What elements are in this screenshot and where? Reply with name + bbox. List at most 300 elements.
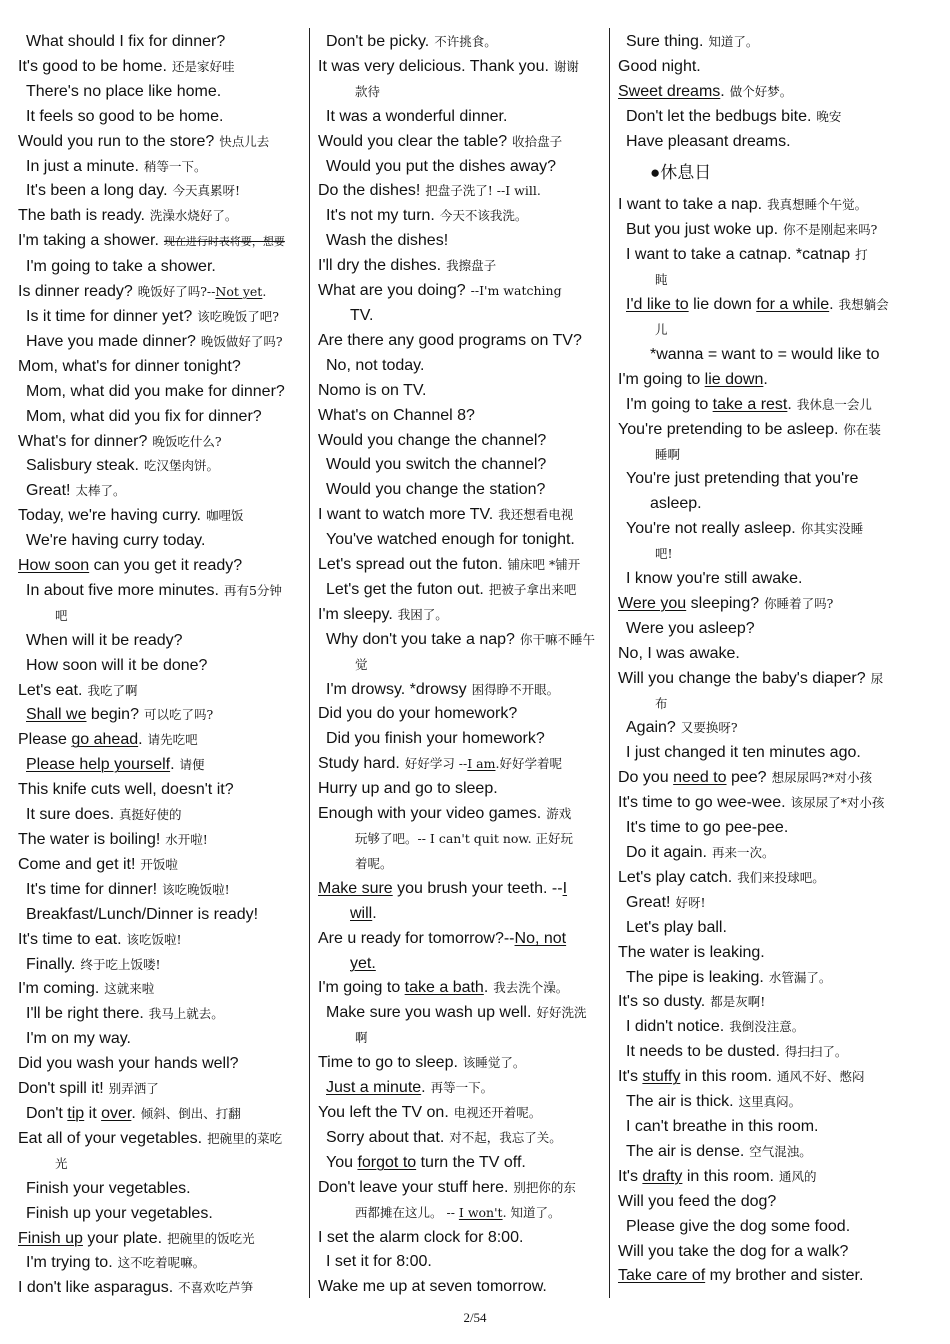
phrase-line — [18, 953, 304, 978]
phrase-line — [18, 1227, 304, 1252]
phrase-line — [318, 105, 602, 130]
chinese-gloss: 打 — [855, 247, 868, 263]
phrase-line — [18, 803, 304, 828]
english-text: Will you feed the dog? — [618, 1192, 777, 1210]
chinese-gloss: 又要换呀? — [680, 720, 738, 736]
english-text: It's time to go pee-pee. — [626, 819, 789, 837]
english-text: Again? — [626, 719, 676, 737]
phrase-line — [18, 1276, 304, 1301]
phrase-line — [318, 802, 602, 827]
phrase-line — [618, 393, 904, 418]
english-text: Eat all of your vegetables. — [18, 1129, 203, 1147]
phrase-line — [18, 1052, 304, 1077]
chinese-gloss: 尿 — [870, 670, 884, 686]
chinese-gloss: 觉 — [355, 656, 368, 672]
chinese-gloss: 你不是刚起来吗? — [783, 222, 878, 238]
phrase-line — [18, 430, 304, 455]
english-text: yet. — [350, 954, 376, 972]
english-text: You're not really asleep. — [626, 520, 796, 538]
chinese-gloss: 我休息一会儿 — [796, 396, 872, 412]
phrase-line — [618, 866, 904, 891]
english-text: Don't leave your stuff here. — [318, 1178, 509, 1196]
phrase-line — [18, 330, 304, 355]
english-text: Do the dishes! — [318, 182, 421, 200]
column-2 — [318, 30, 602, 1300]
english-text: Finish your vegetables. — [26, 1179, 191, 1197]
phrase-line — [318, 1275, 602, 1300]
english-text: No, not today. — [326, 356, 425, 374]
english-text: I didn't notice. — [626, 1018, 725, 1036]
phrase-line — [18, 778, 304, 803]
phrase-line — [618, 80, 904, 105]
section-heading — [618, 161, 904, 186]
phrase-line — [618, 268, 904, 293]
phrase-line — [318, 727, 602, 752]
english-text: Study hard. — [318, 755, 400, 773]
phrase-line — [18, 30, 304, 55]
english-text: I'm drowsy. *drowsy — [326, 680, 467, 698]
phrase-line — [618, 542, 904, 567]
phrase-line — [18, 1077, 304, 1102]
chinese-gloss: 你干嘛不睡午 — [519, 631, 595, 647]
chinese-gloss: 晚饭好了吗?--Not yet. — [137, 284, 267, 300]
english-text: Are u ready for tomorrow?--No, not — [318, 929, 567, 947]
english-text: Is dinner ready? — [18, 283, 133, 301]
english-text: Sweet dreams. — [618, 82, 725, 100]
phrase-line — [318, 1176, 602, 1201]
chinese-gloss: 着呢。 — [355, 855, 393, 871]
phrase-line — [618, 1215, 904, 1240]
english-text: I'll dry the dishes. — [318, 257, 442, 275]
phrase-line — [618, 1090, 904, 1115]
english-text: It's stuffy in this room. — [618, 1068, 772, 1086]
english-text: Will you take the dog for a walk? — [618, 1242, 849, 1260]
english-text: Please go ahead. — [18, 731, 143, 749]
phrase-line — [618, 1240, 904, 1265]
english-text: Salisbury steak. — [26, 457, 139, 475]
english-text: Are there any good programs on TV? — [318, 331, 582, 349]
english-text: There's no place like home. — [26, 82, 222, 100]
english-text: Great! — [626, 893, 671, 911]
phrase-line — [618, 218, 904, 243]
english-text: I want to take a catnap. *catnap — [626, 246, 851, 264]
english-text: In about five more minutes. — [26, 581, 219, 599]
english-text: It was a wonderful dinner. — [326, 107, 508, 125]
chinese-gloss: 盹 — [655, 272, 668, 288]
english-text: What's for dinner? — [18, 432, 148, 450]
english-text: The bath is ready. — [18, 207, 145, 225]
chinese-gloss: 太棒了。 — [75, 483, 126, 499]
phrase-line — [318, 1226, 602, 1251]
phrase-line — [618, 293, 904, 318]
english-text: Please help yourself. — [26, 756, 175, 774]
chinese-gloss: 这里真闷。 — [738, 1094, 802, 1110]
english-text: Mom, what's for dinner tonight? — [18, 357, 241, 375]
english-text: The water is leaking. — [618, 943, 765, 961]
phrase-line — [618, 941, 904, 966]
english-text: It's not my turn. — [326, 207, 435, 225]
chinese-gloss: 你睡着了吗? — [764, 595, 834, 611]
phrase-line — [318, 603, 602, 628]
english-text: It's good to be home. — [18, 57, 167, 75]
english-text: TV. — [350, 306, 374, 324]
phrase-line — [618, 716, 904, 741]
english-text: You forgot to turn the TV off. — [326, 1153, 526, 1171]
english-text: I set it for 8:00. — [326, 1253, 432, 1271]
english-text: I'd like to lie down for a while. — [626, 296, 834, 314]
english-text: I'm going to lie down. — [618, 370, 768, 388]
chinese-gloss: 谢谢 — [553, 58, 579, 74]
phrase-line — [318, 1151, 602, 1176]
english-text: Don't be picky. — [326, 33, 430, 50]
chinese-gloss: 电视还开着呢。 — [453, 1104, 542, 1120]
chinese-gloss: 把被子拿出来吧 — [488, 581, 577, 597]
english-text: I'm going to take a shower. — [26, 258, 216, 276]
phrase-line — [18, 454, 304, 479]
chinese-gloss: 对不起，我忘了关。 — [449, 1129, 562, 1145]
column-3 — [618, 30, 904, 1289]
chinese-gloss: 请先吃吧 — [147, 732, 198, 748]
column-1 — [18, 30, 304, 1301]
phrase-line — [318, 55, 602, 80]
english-text: Do you need to pee? — [618, 769, 767, 787]
english-text: No, I was awake. — [618, 644, 740, 662]
english-text: The air is dense. — [626, 1142, 745, 1160]
chinese-gloss: 我去洗个澡。 — [493, 980, 569, 996]
phrase-line — [618, 642, 904, 667]
chinese-gloss: 吧 — [55, 607, 68, 623]
column-divider — [609, 28, 610, 1298]
chinese-gloss: 困得睁不开眼。 — [471, 681, 560, 697]
phrase-line — [18, 504, 304, 529]
phrase-line — [318, 1101, 602, 1126]
phrase-line — [618, 816, 904, 841]
phrase-line — [318, 379, 602, 404]
chinese-gloss: 儿 — [655, 321, 668, 337]
chinese-gloss: 还是家好哇 — [171, 58, 235, 74]
english-text: I don't like asparagus. — [18, 1279, 174, 1297]
phrase-line — [618, 105, 904, 130]
chinese-gloss: 该尿尿了*对小孩 — [790, 795, 885, 811]
chinese-gloss: 通风的 — [779, 1168, 817, 1184]
chinese-gloss: 睡啊 — [655, 446, 681, 462]
phrase-line — [318, 30, 602, 55]
chinese-gloss: 请便 — [179, 757, 205, 773]
phrase-line — [18, 679, 304, 704]
chinese-gloss: 收拾盘子 — [512, 133, 563, 149]
chinese-gloss: 这就来啦 — [104, 981, 155, 997]
english-text: It's time to go wee-wee. — [618, 794, 786, 812]
english-text: *wanna = want to = would like to — [650, 345, 880, 363]
chinese-gloss: 西都摊在这儿。 -- I won't. 知道了。 — [355, 1204, 561, 1220]
phrase-line — [318, 628, 602, 653]
english-text: Don't spill it! — [18, 1080, 104, 1098]
phrase-line — [18, 55, 304, 80]
chinese-gloss: 该吃晚饭啦! — [162, 881, 230, 897]
chinese-gloss: 做个好梦。 — [729, 83, 793, 99]
chinese-gloss: 别弄洒了 — [108, 1081, 159, 1097]
english-text: Shall we begin? — [26, 706, 139, 724]
english-text: What's on Channel 8? — [318, 406, 475, 424]
english-text: I'm taking a shower. — [18, 232, 159, 250]
chinese-gloss: 我倒没注意。 — [729, 1019, 805, 1035]
english-text: Wash the dishes! — [326, 232, 449, 250]
english-text: You're just pretending that you're — [626, 470, 859, 488]
phrase-line — [618, 692, 904, 717]
english-text: I'm trying to. — [26, 1254, 113, 1272]
phrase-line — [318, 777, 602, 802]
english-text: How soon will it be done? — [26, 656, 208, 674]
phrase-line — [18, 1152, 304, 1177]
phrase-line — [618, 567, 904, 592]
chinese-gloss: 空气混浊。 — [749, 1143, 812, 1159]
english-text: Don't tip it over. — [26, 1104, 136, 1122]
phrase-line — [618, 841, 904, 866]
english-text: I'm going to take a bath. — [318, 979, 489, 997]
phrase-line — [318, 329, 602, 354]
phrase-line — [618, 617, 904, 642]
chinese-gloss: 晚饭做好了吗? — [200, 333, 283, 349]
phrase-line — [618, 667, 904, 692]
english-text: Good night. — [618, 57, 701, 75]
english-text: Were you sleeping? — [618, 594, 760, 612]
chinese-gloss: 想尿尿吗?*对小孩 — [771, 770, 873, 786]
phrase-line — [318, 80, 602, 105]
chinese-gloss: 我马上就去。 — [148, 1006, 224, 1022]
english-text: Finish up your plate. — [18, 1229, 163, 1247]
chinese-gloss: 该睡觉了。 — [462, 1055, 526, 1071]
phrase-line — [618, 1165, 904, 1190]
chinese-gloss: 吧! — [655, 546, 673, 562]
phrase-line — [18, 355, 304, 380]
phrase-line — [618, 130, 904, 155]
phrase-line — [618, 517, 904, 542]
column-divider — [309, 28, 310, 1298]
phrase-line — [18, 604, 304, 629]
phrase-line — [618, 418, 904, 443]
chinese-gloss: 倾斜、倒出、打翻 — [140, 1105, 241, 1121]
chinese-gloss: 把碗里的菜吃 — [207, 1130, 283, 1146]
chinese-gloss: 我擦盘子 — [446, 258, 497, 274]
phrase-line — [18, 1177, 304, 1202]
phrase-line — [318, 130, 602, 155]
phrase-line — [618, 343, 904, 368]
phrase-line — [318, 902, 602, 927]
english-text: The pipe is leaking. — [626, 968, 764, 986]
phrase-line — [618, 741, 904, 766]
phrase-line — [18, 130, 304, 155]
english-text: This knife cuts well, doesn't it? — [18, 781, 234, 799]
chinese-gloss: 我想躺会 — [838, 297, 889, 313]
english-text: Is it time for dinner yet? — [26, 307, 193, 325]
english-text: Were you asleep? — [626, 619, 755, 637]
chinese-gloss: 好好学习 --I am.好好学着呢 — [404, 756, 562, 772]
phrase-line — [18, 80, 304, 105]
english-text: Wake me up at seven tomorrow. — [318, 1278, 547, 1296]
chinese-gloss: 把盘子洗了! --I will. — [425, 183, 541, 199]
phrase-line — [318, 553, 602, 578]
phrase-line — [18, 878, 304, 903]
english-text: will. — [350, 904, 377, 922]
english-text: You left the TV on. — [318, 1103, 449, 1121]
phrase-line — [618, 467, 904, 492]
phrase-line — [318, 827, 602, 852]
phrase-line — [318, 578, 602, 603]
english-text: Come and get it! — [18, 855, 136, 873]
english-text: But you just woke up. — [626, 221, 779, 239]
phrase-line — [18, 305, 304, 330]
phrase-line — [18, 105, 304, 130]
english-text: Do it again. — [626, 844, 707, 861]
phrase-line — [18, 629, 304, 654]
chinese-gloss: 吃汉堡肉饼。 — [143, 458, 219, 474]
chinese-gloss: 光 — [55, 1155, 68, 1171]
phrase-line — [318, 1076, 602, 1101]
phrase-line — [618, 1065, 904, 1090]
english-text: Will you change the baby's diaper? — [618, 669, 866, 687]
chinese-gloss: 稍等一下。 — [143, 158, 207, 174]
chinese-gloss: --I'm watching — [470, 283, 562, 299]
phrase-line — [618, 1140, 904, 1165]
english-text: Sorry about that. — [326, 1128, 445, 1146]
phrase-line — [318, 877, 602, 902]
english-text: Let's spread out the futon. — [318, 556, 503, 574]
chinese-gloss: 我困了。 — [397, 606, 448, 622]
phrase-line — [618, 193, 904, 218]
phrase-line — [318, 304, 602, 329]
phrase-line — [18, 255, 304, 280]
phrase-line — [18, 204, 304, 229]
english-text: Great! — [26, 482, 71, 500]
phrase-line — [618, 443, 904, 468]
chinese-gloss: 今天不该我洗。 — [439, 208, 528, 224]
chinese-gloss: 晚安 — [816, 108, 842, 124]
phrase-line — [618, 1040, 904, 1065]
phrase-line — [618, 1264, 904, 1289]
chinese-gloss: 再等一下。 — [430, 1080, 494, 1096]
phrase-line — [318, 229, 602, 254]
chinese-gloss: 水管漏了。 — [768, 969, 832, 985]
phrase-line — [618, 916, 904, 941]
phrase-line — [318, 254, 602, 279]
english-text: Let's get the futon out. — [326, 580, 484, 598]
english-text: Would you run to the store? — [18, 132, 215, 150]
english-text: The water is boiling! — [18, 831, 161, 848]
phrase-line — [18, 828, 304, 853]
phrase-line — [618, 1015, 904, 1040]
chinese-gloss: 该吃晚饭了吧? — [197, 308, 279, 324]
chinese-gloss: 布 — [655, 695, 668, 711]
chinese-gloss: 水开啦! — [165, 832, 208, 847]
phrase-line — [318, 1250, 602, 1275]
english-text: I'm on my way. — [26, 1030, 131, 1048]
phrase-line — [318, 752, 602, 777]
chinese-gloss: 这不吃着呢嘛。 — [117, 1255, 206, 1271]
english-text: Finally. — [26, 955, 76, 973]
phrase-line — [618, 592, 904, 617]
english-text: Nomo is on TV. — [318, 381, 427, 399]
phrase-line — [318, 503, 602, 528]
phrase-line — [18, 579, 304, 604]
english-text: Today, we're having curry. — [18, 507, 201, 525]
chinese-gloss: 洗澡水烧好了。 — [149, 208, 238, 224]
phrase-line — [318, 702, 602, 727]
english-text: Sure thing. — [626, 33, 704, 50]
chinese-gloss: 开饭啦 — [140, 856, 178, 872]
phrase-line — [618, 891, 904, 916]
phrase-line — [318, 1126, 602, 1151]
phrase-line — [318, 1026, 602, 1051]
phrase-line — [18, 654, 304, 679]
english-text: Would you change the station? — [326, 481, 546, 499]
chinese-gloss: 知道了。 — [708, 34, 759, 49]
phrase-line — [618, 1115, 904, 1140]
phrase-line — [18, 753, 304, 778]
phrase-line — [318, 1201, 602, 1226]
english-text: Just a minute. — [326, 1079, 426, 1097]
english-text: Make sure you wash up well. — [326, 1004, 532, 1022]
english-text: I'm sleepy. — [318, 605, 393, 623]
phrase-line — [618, 492, 904, 517]
phrase-line — [618, 766, 904, 791]
phrase-line — [318, 155, 602, 180]
english-text: Mom, what did you make for dinner? — [26, 382, 285, 400]
english-text: I'm coming. — [18, 980, 100, 998]
english-text: It's time to eat. — [18, 930, 122, 948]
chinese-gloss: 玩够了吧。-- I can't quit now. 正好玩 — [355, 831, 574, 846]
phrase-line — [18, 380, 304, 405]
english-text: It feels so good to be home. — [26, 107, 224, 125]
chinese-gloss: 我真想睡个午觉。 — [767, 197, 868, 213]
phrase-line — [318, 852, 602, 877]
phrase-line — [318, 179, 602, 204]
chinese-gloss: 真挺好使的 — [119, 807, 182, 823]
phrase-line — [18, 903, 304, 928]
english-text: I can't breathe in this room. — [626, 1117, 819, 1135]
phrase-line — [18, 1127, 304, 1152]
chinese-gloss: 铺床吧 *铺开 — [507, 557, 581, 573]
phrase-line — [318, 927, 602, 952]
english-text: I'm going to take a rest. — [626, 395, 792, 413]
phrase-line — [318, 453, 602, 478]
phrase-line — [318, 653, 602, 678]
english-text: Why don't you take a nap? — [326, 630, 515, 648]
english-text: Have pleasant dreams. — [626, 132, 791, 150]
phrase-line — [318, 279, 602, 304]
english-text: When will it be ready? — [26, 631, 183, 649]
english-text: Breakfast/Lunch/Dinner is ready! — [26, 905, 259, 923]
english-text: Would you switch the channel? — [326, 456, 547, 474]
phrase-line — [618, 30, 904, 55]
chinese-gloss: 通风不好、憋闷 — [776, 1069, 865, 1085]
english-text: What should I fix for dinner? — [26, 33, 226, 50]
phrase-line — [318, 1001, 602, 1026]
chinese-gloss: 今天真累呀! — [172, 183, 241, 199]
chinese-gloss: 咖哩饭 — [205, 508, 244, 524]
english-text: Did you finish your homework? — [326, 730, 545, 748]
english-text: ●休息日 — [650, 162, 712, 182]
english-text: I'll be right there. — [26, 1005, 144, 1023]
english-text: Mom, what did you fix for dinner? — [26, 407, 262, 425]
chinese-gloss: 得扫扫了。 — [784, 1044, 848, 1060]
phrase-line — [18, 229, 304, 255]
chinese-gloss: 都是灰啊! — [710, 994, 766, 1010]
phrase-line — [318, 429, 602, 454]
phrase-line — [618, 318, 904, 343]
phrase-line — [618, 990, 904, 1015]
phrase-line — [618, 1190, 904, 1215]
chinese-gloss: 该吃饭啦! — [126, 931, 182, 947]
